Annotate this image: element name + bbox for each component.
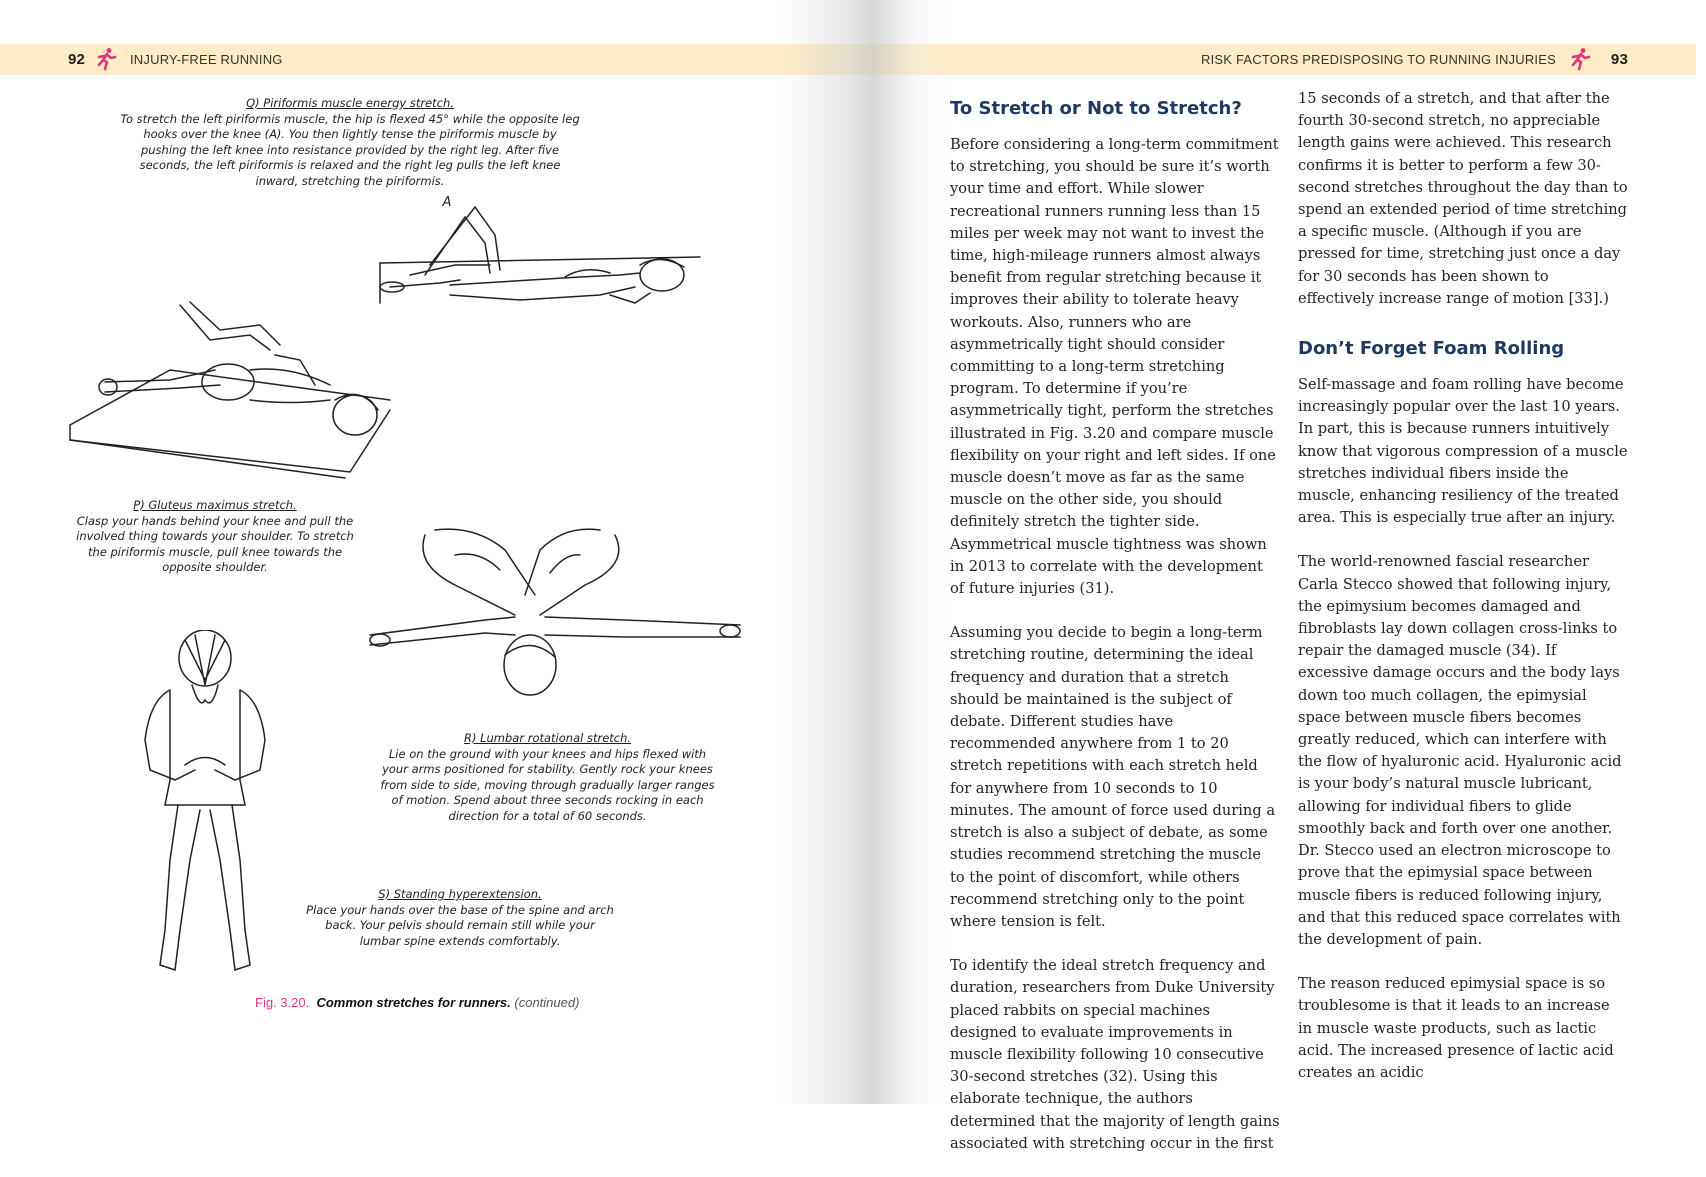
right-running-header — [853, 44, 1696, 75]
left-page — [0, 0, 853, 1104]
paragraph: The reason reduced epimysial space is so troublesome is that it leads to an increase in muscle waste products, such as lactic acid. The increased presence of lactic acid creates an acidic — [1298, 975, 1614, 1081]
section-heading-stretch: To Stretch or Not to Stretch? — [950, 98, 1242, 119]
standing-hyperextension-illustration — [130, 630, 280, 980]
runner-icon — [94, 47, 118, 71]
right-column-2 — [1298, 88, 1628, 1106]
left-page-number: 92 — [68, 51, 86, 68]
figure-caption — [255, 995, 579, 1010]
right-running-head: RISK FACTORS PREDISPOSING TO RUNNING INJURIES — [1200, 52, 1556, 67]
figure-number: Fig. 3.20. — [255, 995, 310, 1010]
caption-s-title: S) Standing hyperextension. — [378, 887, 542, 901]
caption-r — [380, 731, 715, 824]
paragraph: To identify the ideal stretch frequency and duration, researchers from Duke University placed rabbits on special machines designed to evaluate improvements in muscle flexibility following 10 consecutive 30-second stretches (32). Using this elaborate technique, the authors determined that the majority of length gains associated with stretching occur in the first — [950, 957, 1280, 1152]
figure-note: (continued) — [514, 995, 580, 1010]
paragraph: Before considering a long-term commitment to stretching, you should be sure it’s worth your time and effort. While slower recreational runners running less than 15 miles per week may not want to invest the time, high-mileage runners almost always benefit from regular stretching because it improves their ability to tolerate heavy workouts. Also, runners who are asymmetrically tight should consider committing to a long-term stretching program. To determine if you’re asymmetrically tight, perform the stretches illustrated in Fig. 3.20 and compare muscle flexibility on your right and left sides. If one muscle doesn’t move as far as the same muscle on the other side, you should definitely stretch the tighter side. Asymmetrical muscle tightness was shown in 2013 to correlate with the development of future injuries (31). — [950, 136, 1279, 598]
caption-q-body: To stretch the left piriformis muscle, the hip is flexed 45° while the opposite leg hooks over the knee (A). You then lightly tense the piriformis muscle by pushing the left knee into resistance provided by the right leg. After five seconds, the left piriformis is relaxed and the right leg pulls the left knee inward, stretching the piriformis. — [120, 111, 580, 188]
caption-p-body: Clasp your hands behind your knee and pull the involved thing towards your shoulder. To stretch the piriformis muscle, pull knee towards the opposite shoulder. — [76, 513, 354, 574]
runner-icon — [1568, 47, 1592, 71]
lumbar-rotational-illustration — [365, 525, 745, 700]
right-column-1 — [950, 88, 1280, 1177]
caption-q-title: Q) Piriformis muscle energy stretch. — [246, 96, 454, 110]
right-page — [853, 0, 1706, 1152]
section-heading-foam-rolling: Don’t Forget Foam Rolling — [1298, 338, 1565, 360]
caption-s — [305, 887, 615, 949]
right-page-number: 93 — [1610, 51, 1628, 68]
caption-s-body: Place your hands over the base of the spine and arch back. Your pelvis should remain still while your lumbar spine extends comfortably. — [306, 902, 614, 948]
gluteus-stretch-illustration — [60, 300, 400, 490]
paragraph: Self-massage and foam rolling have become increasingly popular over the last 10 years. In part, this is because runners intuitively know that vigorous compression of a muscle stretches individual fibers inside the muscle, enhancing resiliency of the treated area. This is especially true after an injury. — [1298, 376, 1628, 527]
figure-title: Common stretches for runners. — [316, 995, 511, 1010]
caption-q — [120, 96, 580, 189]
paragraph: Assuming you decide to begin a long-term stretching routine, determining the ideal frequency and duration that a stretch should be maintained is the subject of debate. Different studies have recommended anywhere from 1 to 20 stretch repetitions with each stretch held for anywhere from 10 seconds to 10 minutes. The amount of force used during a stretch is also a subject of debate, as some studies recommend stretching the muscle to the point of discomfort, while others recommend stretching only to the point where tension is felt. — [950, 624, 1276, 930]
paragraph: The world-renowned fascial researcher Carla Stecco showed that following injury, the epimysium becomes damaged and fibroblasts lay down collagen cross-links to repair the damaged muscle (34). If excessive damage occurs and the body lays down too much collagen, the epimysial space between muscle fibers becomes greatly reduced, which can interfere with the flow of hyaluronic acid. Hyaluronic acid is your body’s natural muscle lubricant, allowing for individual fibers to glide smoothly back and forth over one another. Dr. Stecco used an electron microscope to prove that the epimysial space between muscle fibers is reduced following injury, and that this reduced space correlates with the development of pain. — [1298, 553, 1622, 948]
caption-p — [70, 498, 360, 576]
label-a: A — [442, 195, 452, 210]
paragraph: 15 seconds of a stretch, and that after the fourth 30-second stretch, no appreciable length gains were achieved. This research confirms it is better to perform a few 30-second stretches throughout the day than to spend an extended period of time stretching a specific muscle. (Although if you are pressed for time, stretching just once a day for 30 seconds has been shown to effectively increase range of motion [33].) — [1298, 90, 1628, 307]
left-running-header — [0, 44, 853, 75]
left-running-head: INJURY-FREE RUNNING — [130, 52, 283, 67]
piriformis-stretch-illustration — [370, 195, 710, 325]
caption-r-body: Lie on the ground with your knees and hips flexed with your arms positioned for stability. Gently rock your knees from side to side, moving through gradually larger ranges of motion. Spend about three seconds rocking in each direction for a total of 60 seconds. — [380, 746, 715, 823]
caption-p-title: P) Gluteus maximus stretch. — [133, 498, 297, 512]
caption-r-title: R) Lumbar rotational stretch. — [463, 731, 632, 745]
